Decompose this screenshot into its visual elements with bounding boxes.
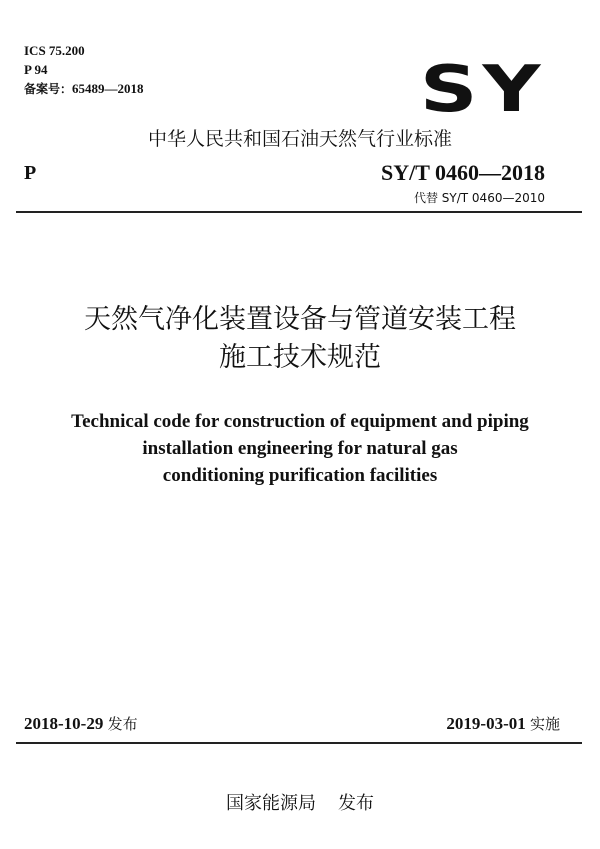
title-en-line-2: installation engineering for natural gas	[142, 438, 458, 459]
standard-number: SY/T 0460—2018	[380, 160, 545, 185]
record-label: 备案号：	[24, 82, 73, 96]
issue-label: 发布	[107, 715, 138, 733]
header-divider	[16, 211, 582, 213]
publisher-action: 发布	[338, 793, 374, 814]
footer-divider	[16, 742, 582, 744]
publisher	[0, 791, 600, 817]
title-en-line-3: conditioning purification facilities	[162, 465, 438, 486]
issue-date-value: 2018-10-29	[24, 714, 104, 733]
implementation-date-value: 2019-03-01	[446, 714, 526, 733]
title-en-line-1: Technical code for construction of equipment and piping	[71, 411, 529, 432]
industry-standard-name: 中华人民共和国石油天然气行业标准	[147, 128, 452, 150]
sy-logo: SY	[419, 53, 545, 127]
publisher-name: 国家能源局	[226, 793, 316, 814]
record-number	[24, 80, 144, 98]
title-zh-line-2: 施工技术规范	[219, 342, 381, 373]
category-letter: P	[24, 162, 37, 184]
ccs-code: P 94	[24, 62, 48, 77]
title-zh-line-1: 天然气净化装置设备与管道安装工程	[84, 304, 516, 335]
issue-date	[24, 712, 138, 736]
implementation-label: 实施	[529, 715, 560, 733]
replaces-standard: 代替 SY/T 0460—2010	[413, 191, 545, 205]
ics-code: ICS 75.200	[24, 43, 85, 58]
implementation-date	[446, 712, 560, 736]
record-value: 65489—2018	[72, 81, 144, 96]
